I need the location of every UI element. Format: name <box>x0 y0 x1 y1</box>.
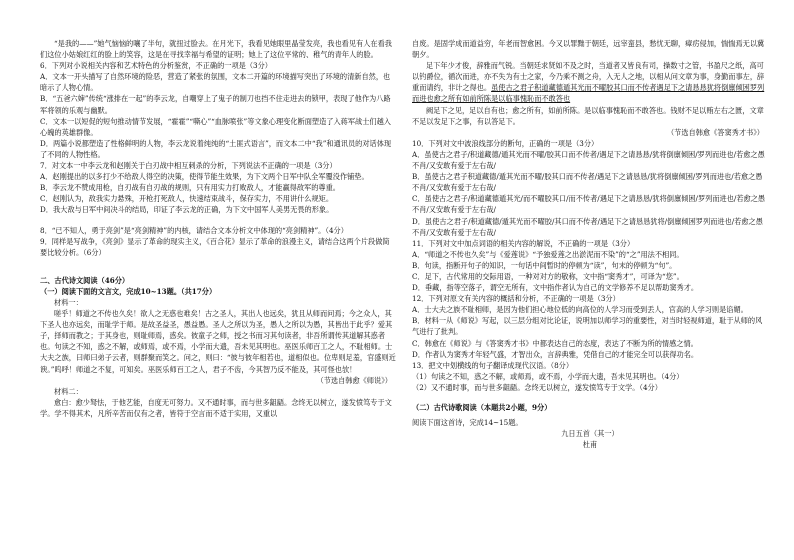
option-6b: B．“五爸六婶”传统“涨排在一起”的李云龙，自嘲穿上了鬼子的制刀也挡不住走进去的锁甲，表现了他作为八路军将领的乐观与幽默。 <box>40 94 391 115</box>
option-7b: B．李云龙不赞成用枪，自刃战有自刃战的规则，只有用实力打败敌人，才能赢得敌军的尊重。 <box>40 183 340 193</box>
question-13-1: （1）句读之不知，惑之不解，或师焉，或不焉，小学而大遗，吾未见其明也。（4分） <box>412 371 684 381</box>
section-2a-title: （一）阅读下面的文言文，完成10~13题。（共17分） <box>40 286 217 296</box>
question-10: 10．下列对文中波浪线部分的断句，正确的一项是（3分） <box>412 138 599 148</box>
option-12d: D．作者认为窦秀才年轻气盛，才智出众，言辞典雅，凭借自己的才能完全可以获得功名。 <box>412 349 699 359</box>
material-2-text: 愈白：愈少驽怯，于他艺能，自度无可努力。又不通时事，而与世多龃龉。念终无以树立，遂发愤笃专于文学。学不得其术，凡所辛苦而仅有之者，皆符于空言而不适于实用，又重以 <box>40 397 392 418</box>
question-7: 7．对文本一中李云龙和赵刚关于白刃战中相互刺杀的分析，下列说法不正确的一项是（3分） <box>40 161 337 171</box>
material-1-source: （节选自韩愈《师说》） <box>316 375 392 385</box>
option-12c: C．韩愈在《师说》与《答窦秀才书》中都表达自己的态度，表达了不断为所的情感之情。 <box>412 338 698 348</box>
option-7d: D．我大敌与日军中间决斗的结局，印证了李云龙的正确，为下文中国军人美男无畏的形象。 <box>40 205 334 215</box>
option-6d: D．两篇小说都塑造了性格鲜明的人物，李云龙说着纯纯的“土匪式语言”，而文本二中“我”和通讯员的对话体现了不同的人物性格。 <box>40 138 392 159</box>
option-6c: C．文本一以短促的短句推动情节发展，“霍霍”“嘶心”“血脉喷张”等文象心理变化断面塑造了入蒋军战士们越入心魄的英雄群像。 <box>40 116 391 137</box>
question-13: 13．把文中划横线的句子翻译成现代汉语。（8分） <box>412 360 574 370</box>
material-2-paragraph-3: 阙足下之见，足以自有也；愈之所有，如前所陈。是以临事愧恥而不敢答也。钱财不足以贿左右之匮，文章不足以发足下之事，有以答足下。 <box>412 105 764 126</box>
question-12: 12．下列对原文有关内容的概括和分析，不正确的一项是（3分） <box>412 294 620 304</box>
story-excerpt: “是我的——”她气恼恼的嚷了半句，就扭过脸去。在月光下，我看见她眼里晶莹发亮，我也看见有人在看我们这位小姑娘红红的脸上的笑容，这是在寻找幸福与希望的证明；她上了这位平常的、稚气的青年人的脸。 <box>40 39 392 60</box>
material-2-label: 材料二： <box>54 386 83 396</box>
material-2-source: （节选自韩愈《答窦秀才书》） <box>666 127 764 137</box>
question-6: 6．下列对小说相关内容和艺术特色的分析鉴赏，不正确的一项是（3分） <box>40 61 272 71</box>
material-2-paragraph-2: 足下年少才俊，辞雅而气锐。当朝廷求贤如不及之时，当道者又皆良有司，操数寸之管，书盈尺之纸，高可以钓爵位，循次而进，亦不失为有士之家，今乃乘不测之舟，入无人之地，以相从问文章为事，身勤而事左，辞重而请约，非计之得也。虽使古之君子积道藏德遁其光而不曜胶其口而不传者遇足下之请恳恳犹将倒廪倾困罗列而进也愈之所有如前所陈是以临事愧恥而不敢答也 <box>412 61 765 104</box>
option-11d: D．垂藏，指等空落子，谓空无所有，文中指作者认为自己的文学修养不足以帮助窦秀才。 <box>412 283 699 293</box>
wavy-underlined-sentence: 虽使古之君子积道藏德遁其光而不曜胶其口而不传者遇足下之请恳恳犹将倒廪倾困罗列而进也愈之所有如前所陈是以临事愧恥而不敢答也 <box>412 83 765 104</box>
option-10a: A．虽使古之君子/积道藏德/遁其光而不曜/胶其口而不传者/遇足下之请恳恳/犹将倒廪倾困/罗列而进也/若愈之愚不肖/又安敢有爱于左右哉/ <box>412 149 765 171</box>
option-12b: B．材料一从《师说》写起，以三层分组对比论证，说明加以师学习的重要性，对当时轻视师道，耻于从师的风气进行了批判。 <box>412 316 763 337</box>
option-10d: D．虽使古之君子/积道藏德/遁其光而不曜胶/其口而不传者/遇足下之请恳恳犹将/倒廪倾困罗列而进也/若愈之愚不肖/又安敢有爱于左右哉/ <box>412 216 763 237</box>
option-10b: B．虽使古之君子积道藏德/遁其光而不曜/胶其口而不传者/遇足下之请恳恳/犹将倒廪倾困/罗列而进也/若愈之愚不肖/又安敢有爱于左右哉/ <box>412 172 763 193</box>
question-11: 11．下列对文中加点词语的相关内容的解说，不正确的一项是（3分） <box>412 238 635 248</box>
option-11b: B．句读，指断开句子的知识，一句话中间暂时的停顿为“读”，句末的停顿为“句”。 <box>412 260 677 270</box>
poem-author: 杜甫 <box>582 440 598 450</box>
section-2b-title: （二）古代诗歌阅读（本题共2小题，9分） <box>412 403 552 412</box>
question-8: 8．“已不知人，勇于亮剑”是“亮剑精神”的内核，请结合文本分析文中体现的“亮剑精神”。（4分） <box>40 225 348 235</box>
material-1-text: 嗟乎！师道之不传也久矣！欲人之无惑也难矣！古之圣人，其出人也远矣，犹且从师而问焉；今之众人，其下圣人也亦远矣，而耻学于师。是故圣益圣，愚益愚。圣人之所以为圣，愚人之所以为愚，其皆出于此乎？爱其子，择师而教之；于其身也，则耻师焉，惑矣。彼童子之师，授之书而习其句读者，非吾所谓传其道解其惑者也。句读之不知，惑之不解，或师焉，或不焉，小学而大遗，吾未见其明也。巫医乐师百工之人，不耻相师。士大夫之族，曰师曰弟子云者，则群聚而笑之。问之，则曰：“彼与彼年相若也，道相似也。位卑则足羞，官盛则近谀。”呜呼！师道之不复，可知矣。巫医乐师百工之人，君子不齿，今其智乃反不能及，其可怪也欤！ <box>40 309 396 374</box>
option-12a: A．士大夫之族不耻相师，是因为他们担心地位低的向高位的人学习而受到丢人，官高的人学习则是谄媚。 <box>412 305 748 315</box>
question-9: 9．同样是写战争，《亮剑》显示了革命的现实主义，《百合花》显示了革命的浪漫主义，请结合这两个片段做简要比较分析。（6分） <box>40 236 390 257</box>
option-11c: C．足下，古代常用的交际用语，一种对对方的敬称，文中指“窦秀才”，可译为“您”。 <box>412 271 684 281</box>
poem-title: 九日五首（其一） <box>561 429 619 439</box>
material-2-continued: 自废。是固学成而道益穷，年老而智愈困。今又以罪黜于朝廷，远宰蛮县，愁忧无聊，瘴疠侵加，惴惴焉无以冀朝夕。 <box>412 39 765 60</box>
section-2b-instruction: 阅读下面这首诗，完成14~15题。 <box>412 418 523 428</box>
option-7a: A．赵刚提出的以多打少不给敌人得空的决策，使得节能生效果，为下文两个日军中队全军覆没作铺垫。 <box>40 172 369 182</box>
section-2-title: 二、古代诗文阅读（46分） <box>40 275 130 285</box>
option-10c: C．虽使古之君子/积道藏德遁其光/而不曜胶其口/而不传者/遇足下之请恳恳/犹将倒廪倾困/罗列而进也/若愈之愚不肖/又安敢有爱于左右哉/ <box>412 194 766 215</box>
question-13-2: （2）又不通时事，而与世多龃龉。念终无以树立，遂发愤笃专于文学。（4分） <box>412 382 662 392</box>
material-1-label: 材料一： <box>54 297 83 307</box>
option-7c: C．赵刚认为，敌我实力悬殊，开枪打死敌人，快速结束战斗，保存实力，不用讲什么规矩。 <box>40 194 334 204</box>
option-6a: A．文本一开头描写了自然环境的险恶，营造了紧张的氛围，文本二开篇的环境描写突出了环境的清新自然，也暗示了人物心情。 <box>40 72 391 93</box>
left-column <box>40 38 396 419</box>
option-11a: A．“师道之不传也久矣”与《爱莲说》“予独爱莲之出淤泥而不染”的“之”用法不相同。 <box>412 249 684 259</box>
right-column <box>412 38 768 450</box>
